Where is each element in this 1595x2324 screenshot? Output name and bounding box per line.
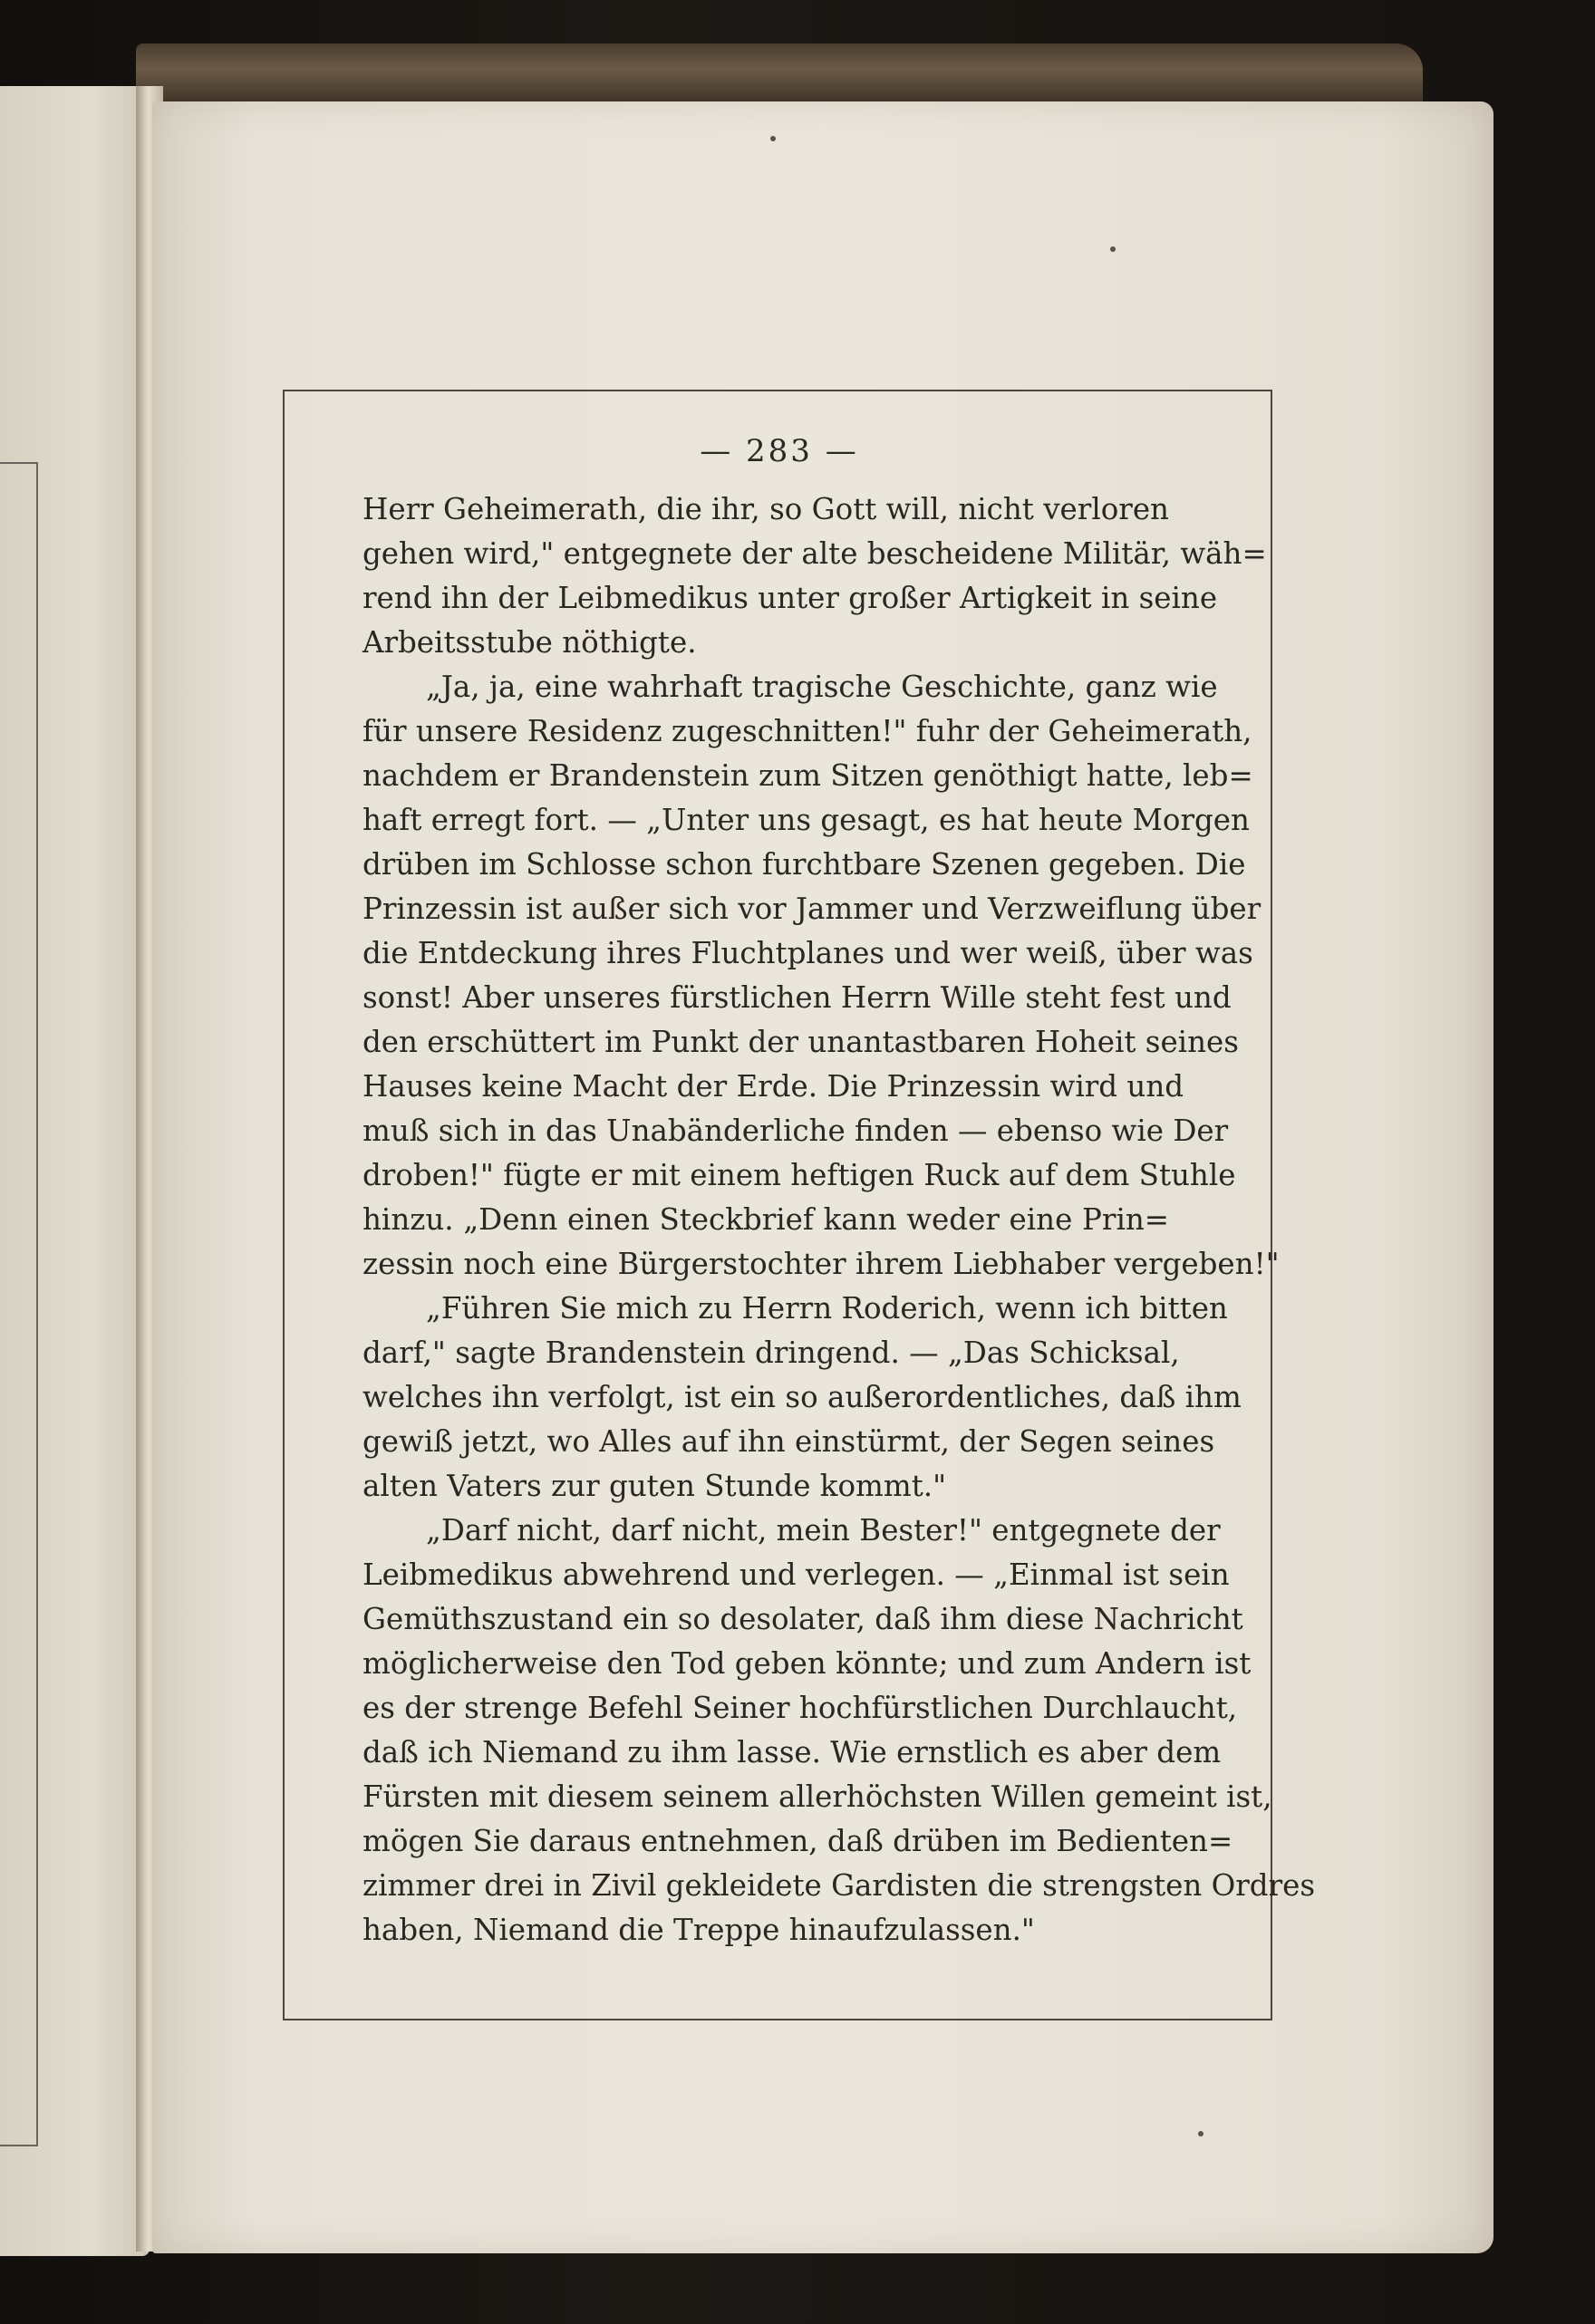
- text-line: mögen Sie daraus entnehmen, daß drüben im Bedienten=: [362, 1824, 1233, 1858]
- text-line: welches ihn verfolgt, ist ein so außerordentliches, daß ihm: [362, 1380, 1242, 1414]
- text-line: alten Vaters zur guten Stunde kommt.": [362, 1469, 947, 1503]
- text-line: drüben im Schlosse schon furchtbare Szenen gegeben. Die: [362, 847, 1246, 882]
- text-line: muß sich in das Unabänderliche finden — ebenso wie Der: [362, 1114, 1229, 1148]
- text-line: zessin noch eine Bürgerstochter ihrem Liebhaber vergeben!": [362, 1247, 1280, 1281]
- text-line: Leibmedikus abwehrend und verlegen. — „Einmal ist sein: [362, 1557, 1230, 1592]
- text-line: Fürsten mit diesem seinem allerhöchsten Willen gemeint ist,: [362, 1779, 1272, 1814]
- text-line: es der strenge Befehl Seiner hochfürstlichen Durchlaucht,: [362, 1691, 1238, 1725]
- text-line: droben!" fügte er mit einem heftigen Ruck auf dem Stuhle: [362, 1158, 1236, 1192]
- text-line: Hauses keine Macht der Erde. Die Prinzessin wird und: [362, 1069, 1184, 1104]
- text-line: „Darf nicht, darf nicht, mein Bester!" entgegnete der: [426, 1513, 1221, 1548]
- paper-speck: [1110, 246, 1116, 252]
- text-line: den erschüttert im Punkt der unantastbaren Hoheit seines: [362, 1025, 1239, 1059]
- text-line: Arbeitsstube nöthigte.: [362, 625, 697, 660]
- text-line: zimmer drei in Zivil gekleidete Gardisten die strengsten Ordres: [362, 1868, 1316, 1903]
- text-line: haft erregt fort. — „Unter uns gesagt, es hat heute Morgen: [362, 803, 1250, 837]
- text-line: Gemüthszustand ein so desolater, daß ihm diese Nachricht: [362, 1602, 1243, 1636]
- text-line: hinzu. „Denn einen Steckbrief kann weder eine Prin=: [362, 1202, 1169, 1237]
- text-line: rend ihn der Leibmedikus unter großer Artigkeit in seine: [362, 581, 1218, 615]
- body-text: [362, 487, 1316, 1953]
- text-line: gewiß jetzt, wo Alles auf ihn einstürmt, der Segen seines: [362, 1424, 1215, 1459]
- text-line: Prinzessin ist außer sich vor Jammer und Verzweiflung über: [362, 892, 1262, 926]
- page-number: — 283 —: [700, 433, 859, 469]
- text-line: haben, Niemand die Treppe hinaufzulassen.": [362, 1913, 1035, 1947]
- text-line: Herr Geheimerath, die ihr, so Gott will, nicht verloren: [362, 492, 1169, 526]
- text-line: nachdem er Brandenstein zum Sitzen genöthigt hatte, leb=: [362, 758, 1253, 793]
- left-page-frame: [0, 462, 38, 2146]
- text-line: gehen wird," entgegnete der alte bescheidene Militär, wäh=: [362, 536, 1267, 571]
- text-line: die Entdeckung ihres Fluchtplanes und wer weiß, über was: [362, 936, 1253, 970]
- text-line: daß ich Niemand zu ihm lasse. Wie ernstlich es aber dem: [362, 1735, 1222, 1770]
- text-line: „Ja, ja, eine wahrhaft tragische Geschichte, ganz wie: [426, 670, 1218, 704]
- paper-speck: [770, 136, 776, 141]
- text-line: „Führen Sie mich zu Herrn Roderich, wenn ich bitten: [426, 1291, 1228, 1326]
- left-page: [0, 86, 150, 2256]
- text-line: für unsere Residenz zugeschnitten!" fuhr der Geheimerath,: [362, 714, 1252, 748]
- paper-speck: [1198, 2131, 1204, 2136]
- text-line: sonst! Aber unseres fürstlichen Herrn Wille steht fest und: [362, 980, 1232, 1015]
- book-cover-edge: [136, 43, 1423, 107]
- text-line: möglicherweise den Tod geben könnte; und zum Andern ist: [362, 1646, 1252, 1681]
- text-line: darf," sagte Brandenstein dringend. — „Das Schicksal,: [362, 1336, 1180, 1370]
